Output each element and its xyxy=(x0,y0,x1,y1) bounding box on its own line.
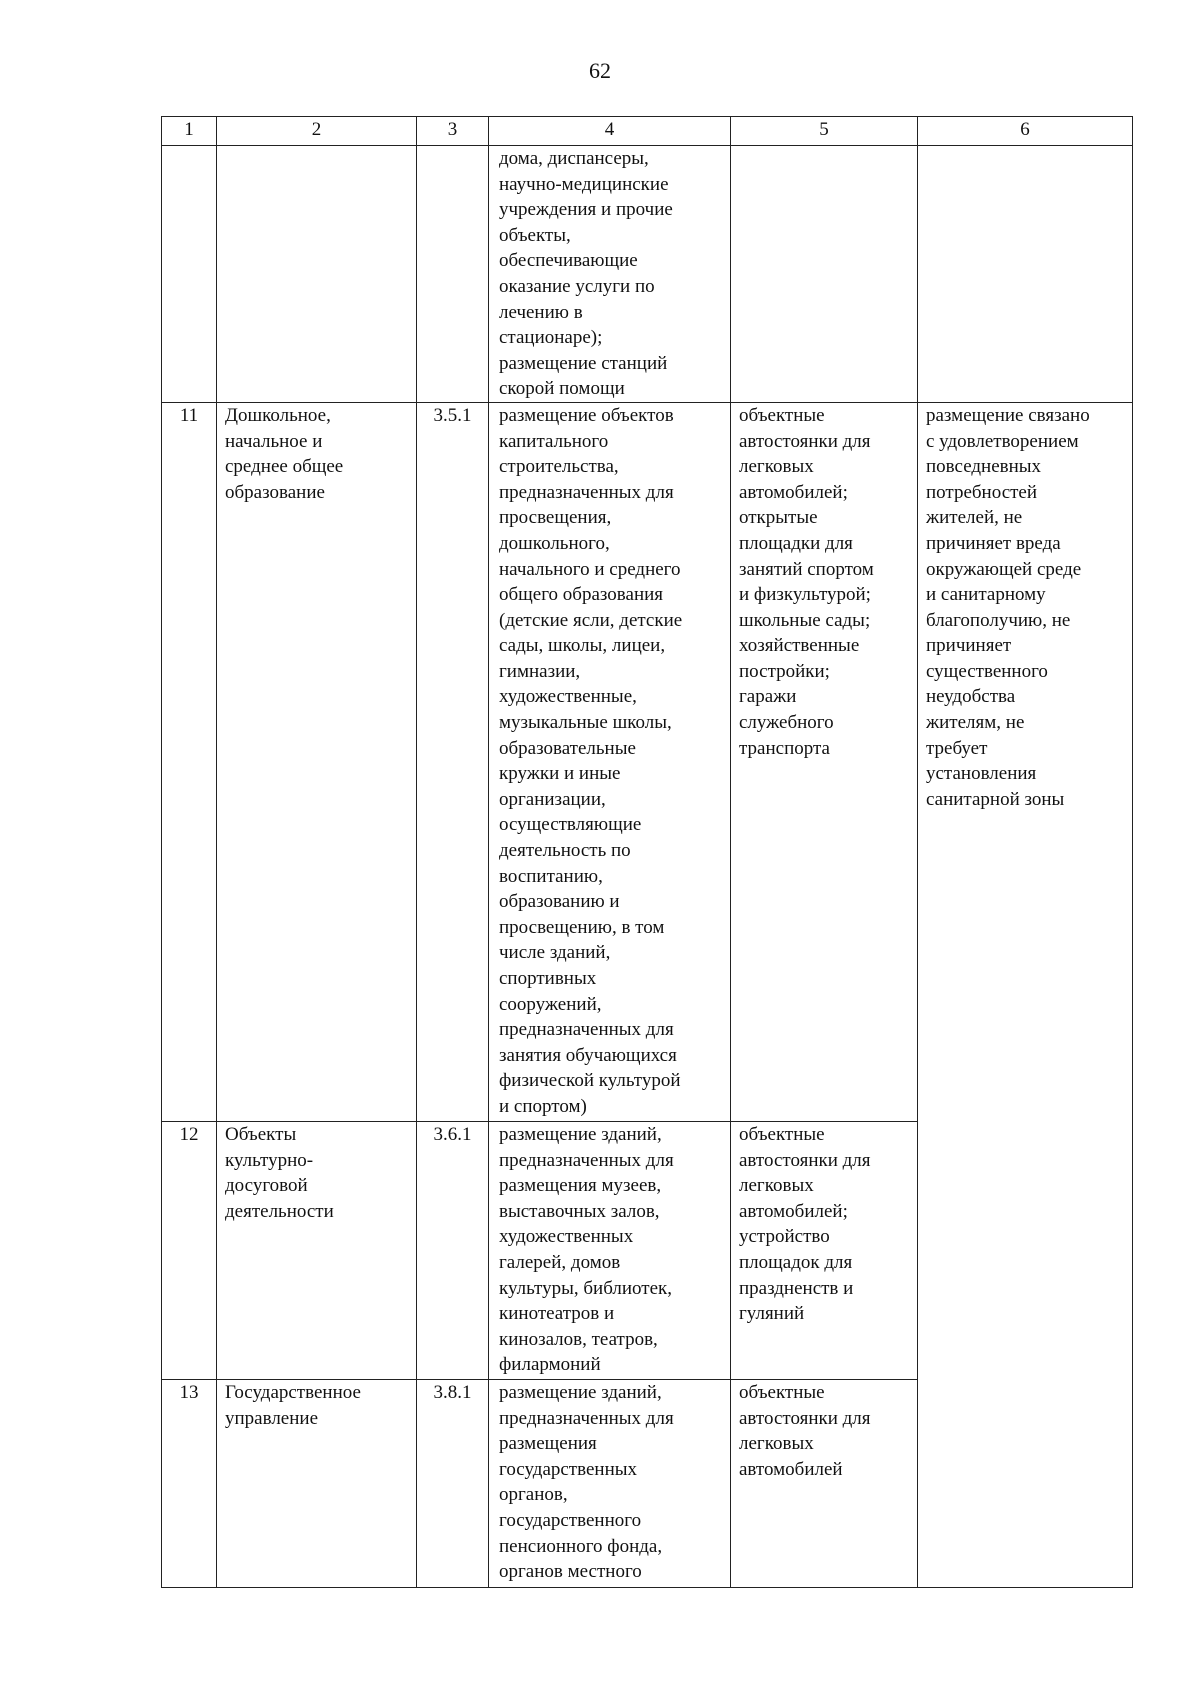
cell-row-number: 12 xyxy=(162,1121,217,1379)
cell-row-number: 13 xyxy=(162,1379,217,1587)
cell-description: размещение зданий, предназначенных для размещения государственных органов, государственного пенсионного фонда, органов местного xyxy=(489,1379,731,1587)
header-col-1: 1 xyxy=(162,117,217,146)
cell-empty xyxy=(217,146,417,403)
cell-empty xyxy=(731,146,918,403)
cell-row-number: 11 xyxy=(162,402,217,1121)
cell-use-name: Объекты культурно- досуговой деятельности xyxy=(217,1121,417,1379)
header-col-2: 2 xyxy=(217,117,417,146)
cell-auxiliary-uses: объектные автостоянки для легковых автомобилей; открытые площадки для занятий спортом и физкультурой; школьные сады; хозяйственные постройки; гаражи служебного транспорта xyxy=(731,402,918,1121)
cell-description: дома, диспансеры, научно-медицинские учреждения и прочие объекты, обеспечивающие оказание услуги по лечению в стационаре); размещение станций скорой помощи xyxy=(489,146,731,403)
page-number: 62 xyxy=(589,58,611,83)
cell-empty xyxy=(162,146,217,403)
table-row xyxy=(162,402,1133,1121)
header-col-3: 3 xyxy=(417,117,489,146)
cell-use-code: 3.5.1 xyxy=(417,402,489,1121)
cell-use-name: Государственное управление xyxy=(217,1379,417,1587)
table-header-row xyxy=(162,117,1133,146)
cell-description: размещение объектов капитального строительства, предназначенных для просвещения, дошкольного, начального и среднего общего образования (детские ясли, детские сады, школы, лицеи, гимназии, художественные, музыкальные школы, образовательные кружки и иные организации, осуществляющие деятельность по воспитанию, образованию и просвещению, в том числе зданий, спортивных сооружений, предназначенных для занятия обучающихся физической культурой и спортом) xyxy=(489,402,731,1121)
cell-empty xyxy=(417,146,489,403)
cell-use-code: 3.6.1 xyxy=(417,1121,489,1379)
cell-use-name: Дошкольное, начальное и среднее общее образование xyxy=(217,402,417,1121)
cell-use-code: 3.8.1 xyxy=(417,1379,489,1587)
header-col-4: 4 xyxy=(489,117,731,146)
cell-empty xyxy=(918,146,1133,403)
header-col-5: 5 xyxy=(731,117,918,146)
cell-auxiliary-uses: объектные автостоянки для легковых автомобилей; устройство площадок для праздненств и гуляний xyxy=(731,1121,918,1379)
cell-auxiliary-uses: объектные автостоянки для легковых автомобилей xyxy=(731,1379,918,1587)
zoning-table xyxy=(161,116,1133,1588)
cell-conditions: размещение связано с удовлетворением повседневных потребностей жителей, не причиняет вреда окружающей среде и санитарному благополучию, не причиняет существенного неудобства жителям, не требует установления санитарной зоны xyxy=(918,402,1133,1587)
header-col-6: 6 xyxy=(918,117,1133,146)
cell-description: размещение зданий, предназначенных для размещения музеев, выставочных залов, художественных галерей, домов культуры, библиотек, кинотеатров и кинозалов, театров, филармоний xyxy=(489,1121,731,1379)
table-row-continuation xyxy=(162,146,1133,403)
